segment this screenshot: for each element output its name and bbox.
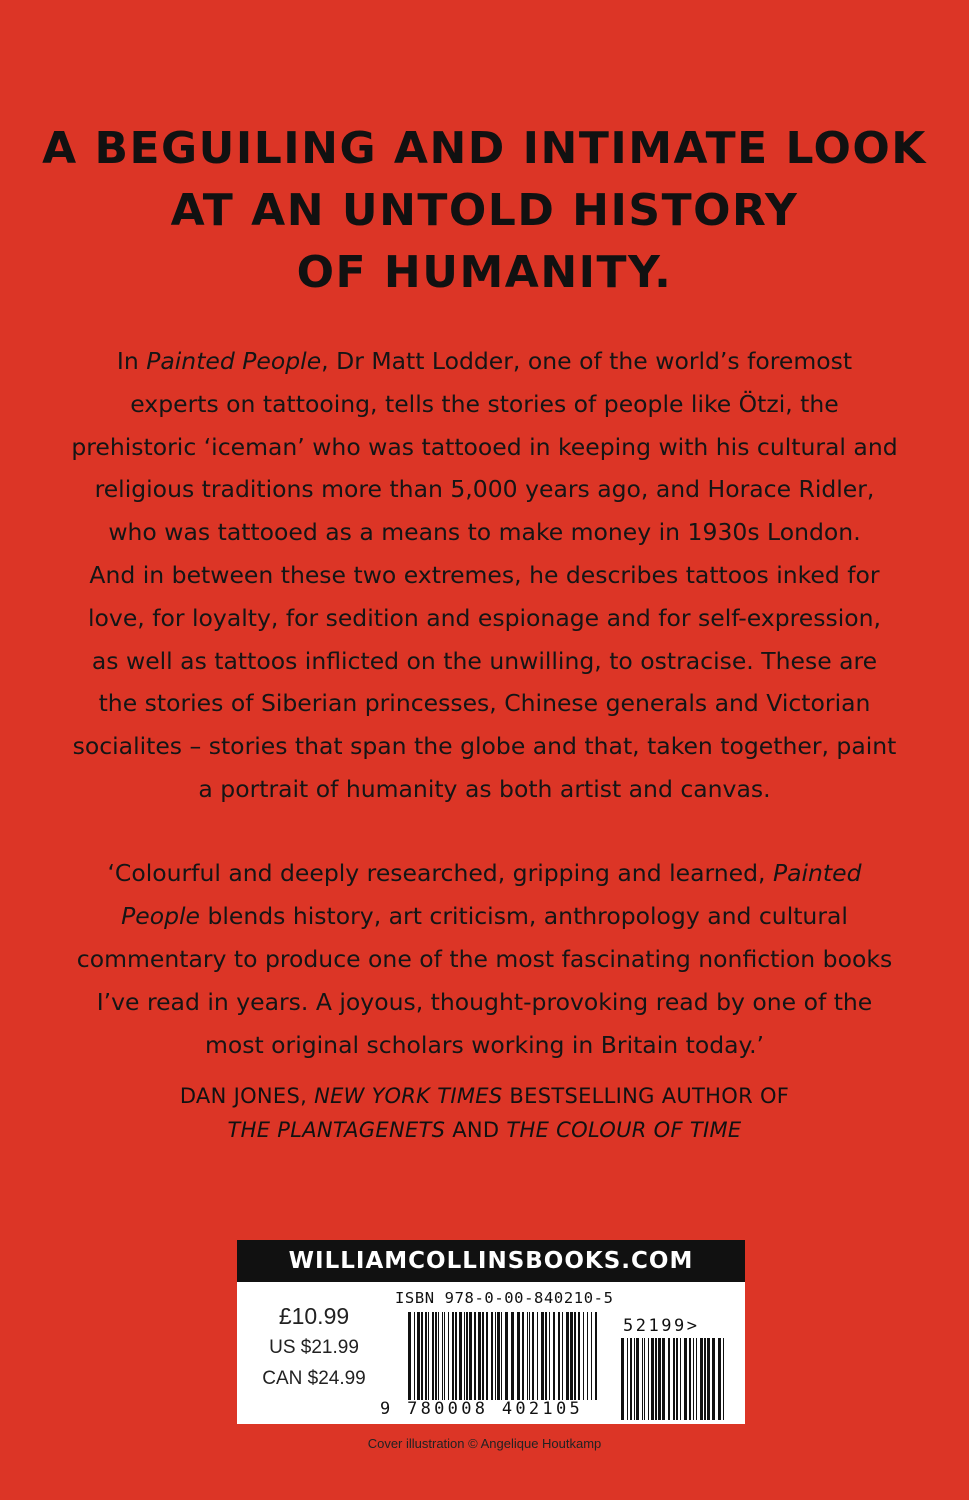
barcode-stripe: [636, 1338, 639, 1420]
barcode-stripe: [578, 1312, 580, 1400]
price-gbp: £10.99: [278, 1303, 350, 1329]
publisher-website: WILLIAMCOLLINSBOOKS.COM: [237, 1240, 745, 1282]
headline-line: A BEGUILING AND INTIMATE LOOK: [42, 123, 927, 174]
quote-attribution: [0, 1079, 969, 1147]
barcode-stripe: [553, 1312, 555, 1400]
ean-digits: 9 780008 402105: [380, 1399, 584, 1419]
barcode-stripe: [448, 1312, 449, 1400]
barcode-stripe: [517, 1312, 520, 1400]
barcode-stripe: [655, 1338, 657, 1420]
barcode-stripe: [432, 1312, 434, 1400]
blurb-line: love, for loyalty, for sedition and espionage and for self-expression,: [88, 603, 881, 632]
ean-barcode: [408, 1312, 602, 1402]
barcode-stripe: [644, 1338, 645, 1420]
book-title: People: [121, 902, 200, 930]
cover-credit: Cover illustration © Angelique Houtkamp: [367, 1436, 602, 1451]
barcode-stripe: [532, 1312, 534, 1400]
barcode-stripe: [627, 1338, 628, 1420]
barcode-stripe: [444, 1312, 445, 1400]
barcode-stripe: [529, 1312, 530, 1400]
barcode-stripe: [469, 1312, 472, 1400]
blurb-line: religious traditions more than 5,000 years ago, and Horace Ridler,: [94, 475, 875, 504]
barcode-stripe: [501, 1312, 502, 1400]
barcode-stripe: [497, 1312, 500, 1400]
blurb-line: who was tattooed as a means to make money in 1930s London.: [108, 518, 861, 547]
barcode-stripe: [634, 1338, 635, 1420]
book-blurb: [40, 340, 929, 811]
price-us: US $21.99: [269, 1337, 359, 1358]
barcode-stripe: [417, 1312, 420, 1400]
barcode-stripe: [478, 1312, 481, 1400]
barcode-stripe: [486, 1312, 488, 1400]
barcode-stripe: [549, 1312, 550, 1400]
blurb-line: socialites – stories that span the globe and that, taken together, paint: [72, 732, 897, 761]
barcode-stripe: [668, 1338, 670, 1420]
barcode-stripe: [452, 1312, 454, 1400]
barcode-stripe: [522, 1312, 524, 1400]
quote-line: I’ve read in years. A joyous, thought-provoking read by one of the: [96, 988, 873, 1016]
blurb-line: prehistoric ‘iceman’ who was tattooed in keeping with his cultural and: [71, 432, 898, 461]
book-title: Painted: [772, 859, 862, 887]
barcode-stripe: [491, 1312, 493, 1400]
barcode-stripe: [662, 1338, 665, 1420]
attribution-line: THE PLANTAGENETS AND THE COLOUR OF TIME: [227, 1118, 742, 1142]
barcode-stripe: [527, 1312, 528, 1400]
addon-barcode: [621, 1338, 725, 1420]
barcode-stripe: [673, 1338, 675, 1420]
barcode-stripe: [676, 1338, 678, 1420]
barcode-stripe: [545, 1312, 547, 1400]
barcode-stripe: [642, 1338, 643, 1420]
book-title: Painted People: [146, 347, 322, 375]
addon-digits: 52199>: [623, 1316, 700, 1336]
review-quote: [40, 852, 929, 1067]
isbn-label: ISBN 978-0-00-840210-5: [395, 1289, 614, 1307]
barcode-stripe: [537, 1312, 538, 1400]
barcode-stripe: [482, 1312, 484, 1400]
blurb-line: In Painted People, Dr Matt Lodder, one of the world’s foremost: [116, 347, 853, 375]
barcode-stripe: [421, 1312, 423, 1400]
barcode-stripe: [570, 1312, 573, 1400]
barcode-stripe: [511, 1312, 514, 1400]
barcode-stripe: [648, 1338, 649, 1420]
barcode-stripe: [558, 1312, 560, 1400]
barcode-stripe: [684, 1338, 687, 1420]
barcode-stripe: [459, 1312, 462, 1400]
barcode-stripe: [704, 1338, 706, 1420]
barcode-stripe: [428, 1312, 429, 1400]
barcode-stripe: [495, 1312, 496, 1400]
barcode-stripe: [574, 1312, 576, 1400]
barcode-stripe: [680, 1338, 681, 1420]
barcode-stripe: [541, 1312, 544, 1400]
barcode-stripe: [591, 1312, 592, 1400]
barcode-stripe: [466, 1312, 468, 1400]
barcode-stripe: [712, 1338, 715, 1420]
barcode-stripe: [689, 1338, 691, 1420]
headline-line: AT AN UNTOLD HISTORY: [170, 185, 799, 236]
quote-line: ‘Colourful and deeply researched, gripping and learned, Painted: [107, 859, 862, 887]
barcode-stripe: [696, 1338, 697, 1420]
barcode-stripe: [562, 1312, 563, 1400]
headline-line: OF HUMANITY.: [296, 247, 673, 298]
price-can: CAN $24.99: [262, 1368, 366, 1389]
barcode-stripe: [658, 1338, 661, 1420]
barcode-stripe: [707, 1338, 710, 1420]
blurb-line: a portrait of humanity as both artist and canvas.: [198, 774, 771, 803]
price-list: [249, 1300, 379, 1394]
barcode-stripe: [566, 1312, 569, 1400]
barcode-stripe: [700, 1338, 703, 1420]
barcode-stripe: [595, 1312, 597, 1400]
blurb-line: experts on tattooing, tells the stories of people like Ötzi, the: [130, 389, 839, 418]
quote-line: People blends history, art criticism, anthropology and cultural: [121, 902, 848, 930]
barcode-stripe: [505, 1312, 508, 1400]
barcode-stripe: [408, 1312, 411, 1400]
barcode-stripe: [455, 1312, 457, 1400]
attribution-line: DAN JONES, NEW YORK TIMES BESTSELLING AUTHOR OF: [179, 1084, 790, 1108]
quote-line: commentary to produce one of the most fascinating nonfiction books: [76, 945, 893, 973]
barcode-stripe: [464, 1312, 465, 1400]
barcode-stripe: [474, 1312, 476, 1400]
barcode-stripe: [435, 1312, 437, 1400]
barcode-stripe: [414, 1312, 415, 1400]
blurb-line: the stories of Siberian princesses, Chinese generals and Victorian: [98, 689, 871, 718]
quote-line: most original scholars working in Britain today.’: [204, 1031, 765, 1059]
barcode-stripe: [583, 1312, 584, 1400]
barcode-stripe: [587, 1312, 588, 1400]
barcode-stripe: [723, 1338, 724, 1420]
barcode-stripe: [438, 1312, 439, 1400]
barcode-stripe: [651, 1338, 654, 1420]
barcode-stripe: [621, 1338, 624, 1420]
barcode-stripe: [425, 1312, 427, 1400]
barcode-stripe: [693, 1338, 694, 1420]
headline: [0, 118, 969, 304]
barcode-stripe: [718, 1338, 721, 1420]
barcode-panel: [237, 1282, 745, 1424]
barcode-stripe: [442, 1312, 443, 1400]
barcode-stripe: [630, 1338, 632, 1420]
blurb-line: as well as tattoos inflicted on the unwilling, to ostracise. These are: [91, 646, 878, 675]
blurb-line: And in between these two extremes, he describes tattoos inked for: [89, 560, 880, 589]
